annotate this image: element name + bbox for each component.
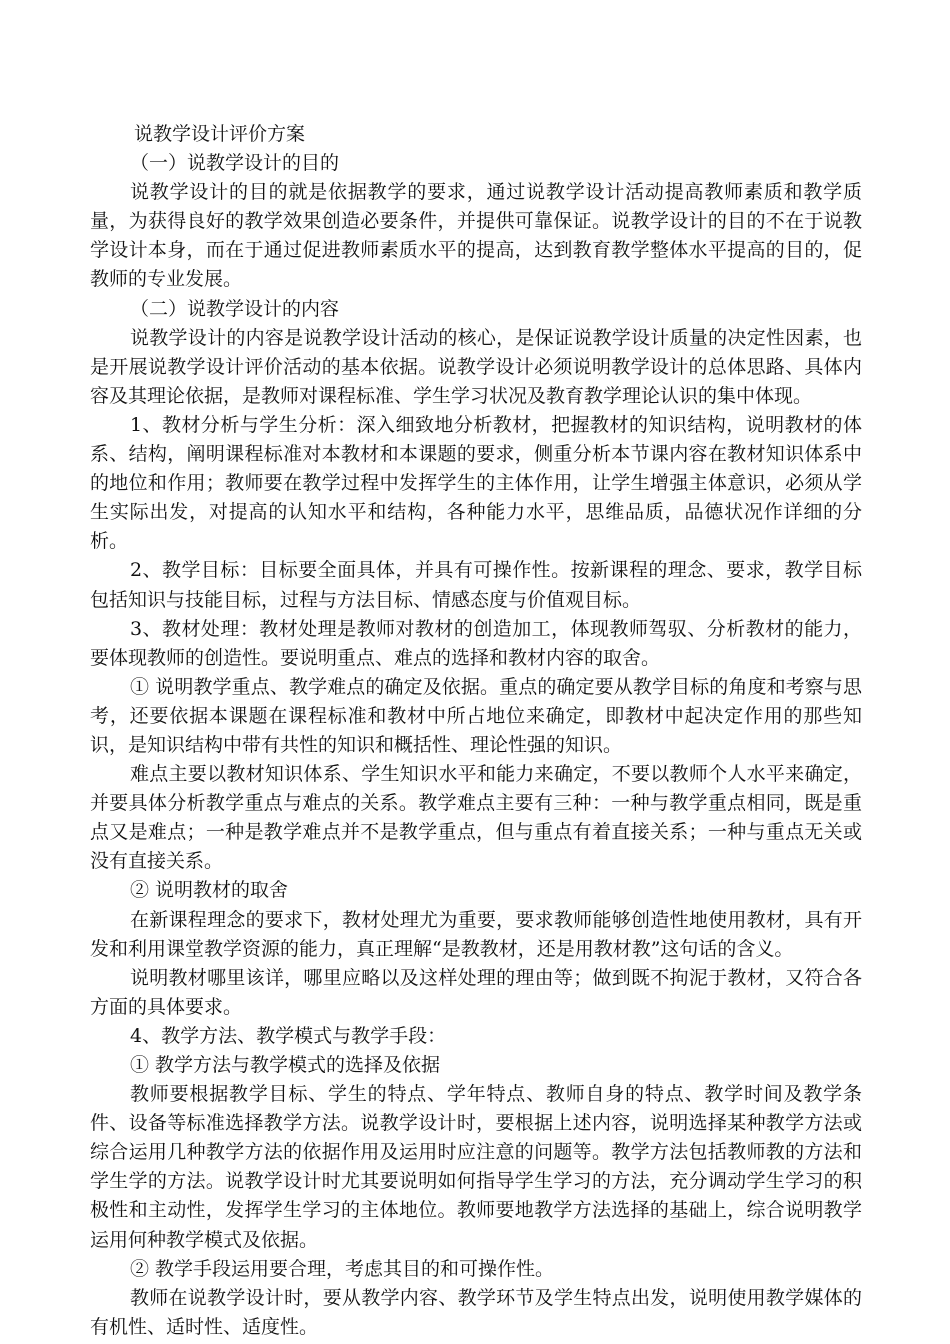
paragraph: 教师在说教学设计时，要从教学内容、教学环节及学生特点出发，说明使用教学媒体的有机性、适时性、适度性。 (90, 1286, 862, 1338)
paragraph: ② 说明教材的取舍 (130, 879, 289, 902)
paragraph: 3、教材处理：教材处理是教师对教材的创造加工，体现教师驾驭、分析教材的能力，要体现教师的创造性。要说明重点、难点的选择和教材内容的取舍。 (90, 617, 862, 669)
section-heading: （一）说教学设计的目的 (130, 152, 340, 175)
paragraph: 4、教学方法、教学模式与教学手段： (130, 1024, 447, 1047)
paragraph: ① 教学方法与教学模式的选择及依据 (130, 1054, 441, 1076)
paragraph: ② 教学手段运用要合理，考虑其目的和可操作性。 (130, 1257, 555, 1280)
paragraph: 在新课程理念的要求下，教材处理尤为重要，要求教师能够创造性地使用教材，具有开发和利用课堂教学资源的能力，真正理解“是教教材，还是用教材教”这句话的含义。 (90, 908, 862, 960)
paragraph: 教师要根据教学目标、学生的特点、学年特点、教师自身的特点、教学时间及教学条件、设备等标准选择教学方法。说教学设计时，要根据上述内容，说明选择某种教学方法或综合运用几种教学方法的依据作用及运用时应注意的问题等。教学方法包括教师教的方法和学生学的方法。说教学设计时尤其要说明如何指导学生学习的方法，充分调动学生学习的积极性和主动性，发挥学生学习的主体地位。教师要地教学方法选择的基础上，综合说明教学运用何种教学模式及依据。 (90, 1083, 862, 1251)
paragraph: 2、教学目标：目标要全面具体，并具有可操作性。按新课程的理念、要求，教学目标包括知识与技能目标，过程与方法目标、情感态度与价值观目标。 (90, 559, 862, 611)
paragraph: ① 说明教学重点、教学难点的确定及依据。重点的确定要从教学目标的角度和考察与思考，还要依据本课题在课程标准和教材中所占地位来确定，即教材中起决定作用的那些知识，是知识结构中带有共性的知识和概括性、理论性强的知识。 (90, 675, 862, 756)
section-heading: （二）说教学设计的内容 (130, 297, 340, 320)
document-body (90, 120, 862, 1342)
paragraph: 说教学设计的内容是说教学设计活动的核心，是保证说教学设计质量的决定性因素，也是开展说教学设计评价活动的基本依据。说教学设计必须说明教学设计的总体思路、具体内容及其理论依据，是教师对课程标准、学生学习状况及教育教学理论认识的集中体现。 (90, 326, 862, 407)
paragraph: 说明教材哪里该详，哪里应略以及这样处理的理由等；做到既不拘泥于教材，又符合各方面的具体要求。 (90, 966, 862, 1018)
paragraph: 说教学设计的目的就是依据教学的要求，通过说教学设计活动提高教师素质和教学质量，为获得良好的教学效果创造必要条件，并提供可靠保证。说教学设计的目的不在于说教学设计本身，而在于通过促进教师素质水平的提高，达到教育教学整体水平提高的目的，促教师的专业发展。 (90, 181, 862, 291)
paragraph: 1、教材分析与学生分析：深入细致地分析教材，把握教材的知识结构，说明教材的体系、结构，阐明课程标准对本教材和本课题的要求，侧重分析本节课内容在教材知识体系中的地位和作用；教师要在教学过程中发挥学生的主体作用，让学生增强主体意识，必须从学生实际出发，对提高的认知水平和结构，各种能力水平，思维品质，品德状况作详细的分析。 (90, 413, 862, 553)
document-title: 说教学设计评价方案 (134, 123, 306, 145)
paragraph: 难点主要以教材知识体系、学生知识水平和能力来确定，不要以教师个人水平来确定，并要具体分析教学重点与难点的关系。教学难点主要有三种：一种与教学重点相同，既是重点又是难点；一种是教学难点并不是教学重点，但与重点有着直接关系；一种与重点无关或没有直接关系。 (90, 763, 862, 873)
